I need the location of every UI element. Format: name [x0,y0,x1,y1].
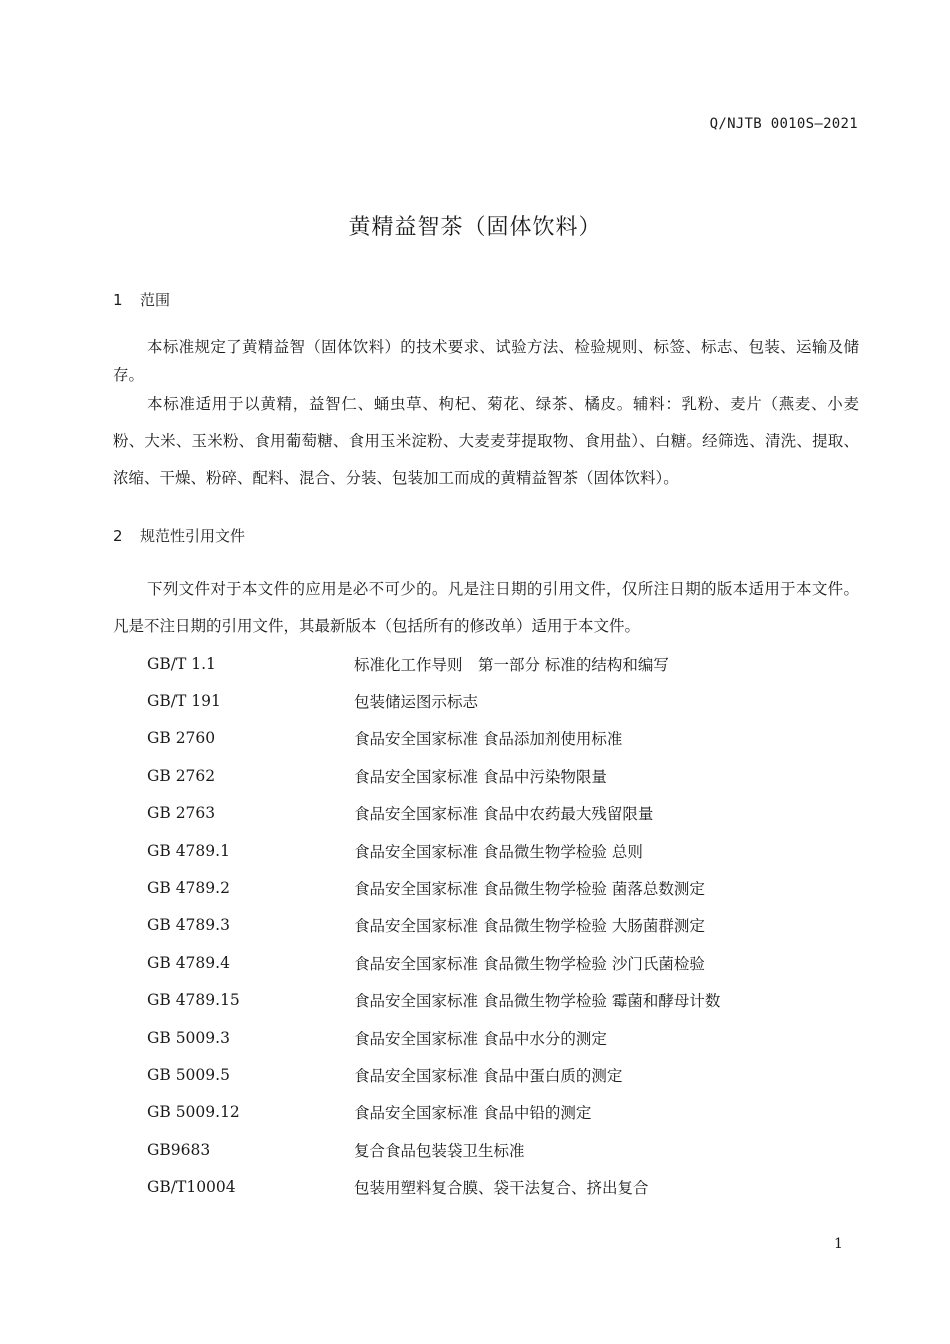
reference-code: GB 4789.1 [147,841,230,860]
reference-title: 食品安全国家标准 食品微生物学检验 大肠菌群测定 [354,917,705,936]
reference-item [147,795,867,832]
reference-code: GB9683 [147,1140,211,1159]
reference-list [147,645,867,1206]
reference-code: GB 2763 [147,804,216,823]
section-title: 范围 [140,291,171,309]
page-number: 1 [834,1236,843,1252]
reference-title: 食品安全国家标准 食品中水分的测定 [354,1029,607,1048]
reference-title: 食品安全国家标准 食品微生物学检验 总则 [354,842,643,861]
reference-code: GB 4789.2 [147,879,230,898]
reference-code: GB 5009.5 [147,1065,230,1084]
reference-item [147,1019,867,1056]
reference-item [147,907,867,944]
reference-item [147,757,867,794]
reference-title: 食品安全国家标准 食品微生物学检验 菌落总数测定 [354,880,705,899]
reference-title: 食品安全国家标准 食品中铅的测定 [354,1104,592,1123]
reference-code: GB/T10004 [147,1178,236,1197]
reference-item [147,869,867,906]
reference-code: GB 5009.3 [147,1028,230,1047]
reference-title: 包装储运图示标志 [354,693,479,712]
reference-title: 食品安全国家标准 食品中农药最大残留限量 [354,805,654,824]
reference-item [147,982,867,1019]
reference-item [147,1056,867,1093]
section-number: 1 [113,291,123,309]
reference-item [147,1131,867,1168]
section-number: 2 [113,527,123,545]
references-intro-paragraph: 下列文件对于本文件的应用是必不可少的。凡是注日期的引用文件，仅所注日期的版本适用于本文件。凡是不注日期的引用文件，其最新版本（包括所有的修改单）适用于本文件。 [113,580,859,635]
reference-code: GB 4789.3 [147,916,230,935]
reference-title: 食品安全国家标准 食品添加剂使用标准 [354,730,623,749]
standard-code: Q/NJTB 0010S—2021 [709,116,858,132]
reference-item [147,832,867,869]
reference-title: 标准化工作导则 第一部分 标准的结构和编写 [354,655,669,674]
reference-code: GB/T 1.1 [147,654,216,673]
section-title: 规范性引用文件 [140,527,246,545]
reference-item [147,944,867,981]
reference-code: GB 2762 [147,766,216,785]
reference-title: 食品安全国家标准 食品中蛋白质的测定 [354,1066,623,1085]
reference-item [147,1094,867,1131]
reference-code: GB 4789.4 [147,953,230,972]
scope-paragraph-2: 本标准适用于以黄精，益智仁、蛹虫草、枸杞、菊花、绿茶、橘皮。辅料：乳粉、麦片（燕麦、小麦粉、大米、玉米粉、食用葡萄糖、食用玉米淀粉、大麦麦芽提取物、食用盐）、白糖。经筛选、清洗、提取、浓缩、干燥、粉碎、配料、混合、分装、包装加工而成的黄精益智茶（固体饮料）。 [113,395,859,487]
reference-code: GB 2760 [147,729,216,748]
section-heading-scope [113,289,170,310]
reference-item [147,645,867,682]
reference-code: GB/T 191 [147,692,221,711]
reference-item [147,682,867,719]
reference-code: GB 4789.15 [147,991,240,1010]
reference-title: 食品安全国家标准 食品微生物学检验 霉菌和酵母计数 [354,992,721,1011]
scope-paragraph-1: 本标准规定了黄精益智（固体饮料）的技术要求、试验方法、检验规则、标签、标志、包装、运输及储存。 [113,338,859,384]
document-title: 黄精益智茶（固体饮料） [348,215,602,240]
reference-title: 包装用塑料复合膜、袋干法复合、挤出复合 [354,1179,649,1198]
reference-item [147,1168,867,1205]
reference-title: 复合食品包装袋卫生标准 [354,1141,525,1160]
section-heading-normative-references [113,525,245,546]
reference-code: GB 5009.12 [147,1103,240,1122]
reference-item [147,720,867,757]
reference-title: 食品安全国家标准 食品微生物学检验 沙门氏菌检验 [354,954,705,973]
reference-title: 食品安全国家标准 食品中污染物限量 [354,767,607,786]
